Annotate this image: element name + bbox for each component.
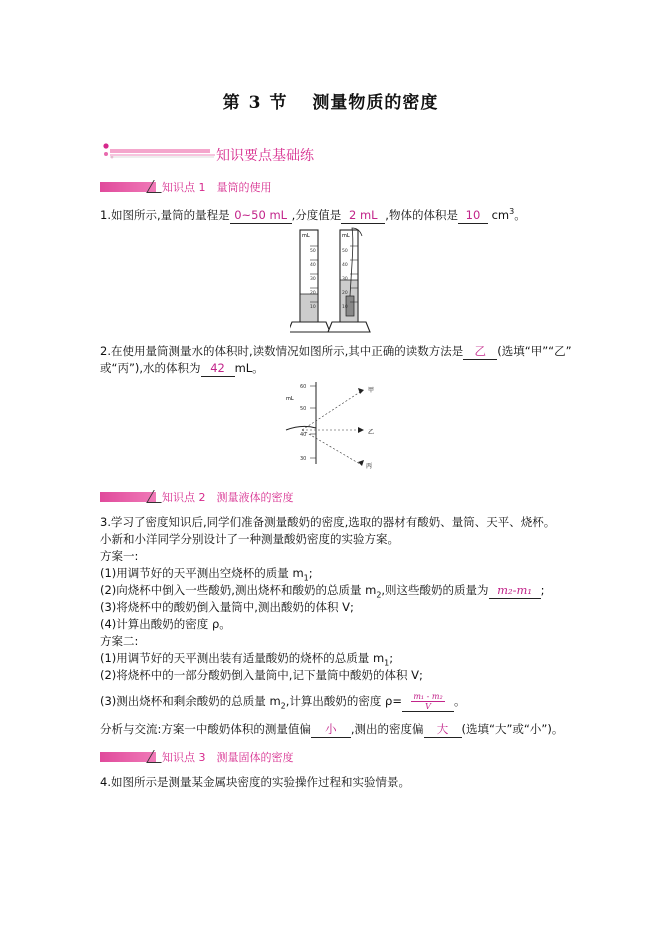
step-text: (1)用调节好的天平测出空烧杯的质量 m [100,566,304,580]
analysis-text: 分析与交流:方案一中酸奶体积的测量值偏 [100,722,311,736]
tick-label: 40 [342,263,348,268]
fraction-numerator: m₁ - m₂ [413,692,443,701]
tick-label: 40 [300,432,307,438]
eye-icon [358,388,364,394]
analysis-text: (选填“大”或“小”)。 [461,722,564,736]
tick-label: 60 [300,384,307,390]
q1-text: 。 [514,207,526,222]
tick-label: 10 [342,305,348,310]
step-text: (1)用调节好的天平测出装有适量酸奶的烧杯的总质量 m [100,651,385,665]
reading-angle-figure [272,378,382,470]
q1-unit-sup: 3 [509,207,515,216]
tag-label: 知识点 2 测量液体的密度 [162,491,294,504]
step-text: ; [389,651,394,665]
analysis [100,722,563,738]
density-fraction [411,692,444,711]
eye-icon [358,427,364,433]
graduated-cylinders-figure [290,222,380,338]
answer-blank: 10 [458,208,488,224]
tick-label: 40 [310,263,316,268]
tick-label: 10 [310,305,316,310]
answer-blank: 2 mL [341,208,385,224]
tick-label: 30 [342,277,348,282]
answer-blank: m₂-m₁ [489,583,541,599]
title-name: 测量物质的密度 [312,93,439,113]
q1-text: ,分度值是 [291,207,342,222]
q1-text: ,物体的体积是 [385,207,458,222]
question-4: 4.如图所示是测量某金属块密度的实验操作过程和实验情景。 [100,775,410,789]
q2-text: mL。 [234,361,264,375]
observer-label: 丙 [366,463,373,470]
eye-icon [358,460,364,466]
answer-blank: 42 [201,361,235,377]
q2-text: 或“丙”),水的体积为 [100,361,201,375]
tick-label: 50 [300,406,307,412]
step-text: ,则这些酸奶的质量为 [381,583,489,597]
q1-unit: cm [491,207,510,222]
tick-label: 20 [310,291,316,296]
step-text: ; [540,583,545,597]
answer-blank: 乙 [463,344,497,360]
tick-label: 20 [342,291,348,296]
answer-blank: 0~50 mL [230,208,292,224]
subscript: 2 [280,701,286,711]
fraction-denominator: V [425,702,431,711]
section-banner: 知识要点基础练 [216,148,314,164]
plan-1-step-4: (4)计算出酸奶的密度 ρ。 [100,617,231,631]
question-2-line2 [100,361,264,377]
title-prefix: 第 [222,93,241,113]
q1-text: 1.如图所示,量筒的量程是 [100,207,230,222]
subscript: 1 [384,658,390,668]
plan-1-step-3: (3)将烧杯中的酸奶倒入量筒中,测出酸奶的体积 V; [100,600,354,614]
title-suffix: 节 [269,93,288,113]
subscript: 2 [376,590,382,600]
question-2-line1 [100,344,572,360]
q2-text: 2.在使用量筒测量水的体积时,读数情况如图所示,其中正确的读数方法是 [100,344,464,358]
tag-label: 知识点 3 测量固体的密度 [162,751,294,764]
plan-2-heading: 方案二: [100,634,139,648]
subscript: 1 [303,573,309,583]
tag-label: 知识点 1 量筒的使用 [162,181,272,194]
step-text: (2)向烧杯中倒入一些酸奶,测出烧杯和酸奶的总质量 m [100,583,377,597]
page-title [0,88,661,113]
plan-2-step-3 [100,692,466,713]
tick-label: 30 [300,456,307,462]
answer-blank: 大 [424,722,462,738]
step-text: 。 [454,694,466,708]
observer-label: 乙 [368,429,375,436]
cylinder-unit: mL [302,233,310,239]
tick-label: 50 [310,249,316,254]
cylinder-unit: mL [342,233,350,239]
answer-blank [402,692,454,712]
observer-label: 甲 [368,387,375,394]
tick-label: 30 [310,277,316,282]
q3-intro-1: 3.学习了密度知识后,同学们准备测量酸奶的密度,选取的器材有酸奶、量筒、天平、烧杯。 [100,515,556,529]
answer-blank: 小 [311,722,351,738]
tick-label: 50 [342,249,348,254]
question-1 [100,204,526,224]
q2-text: (选填“甲”“乙” [497,344,572,358]
step-text: ; [308,566,313,580]
step-text: ,计算出酸奶的密度 ρ= [285,694,402,708]
q3-intro-2: 小新和小洋同学分别设计了一种测量酸奶密度的实验方案。 [100,532,399,546]
plan-1-heading: 方案一: [100,549,139,563]
step-text: (3)测出烧杯和剩余酸奶的总质量 m [100,694,281,708]
analysis-text: ,测出的密度偏 [350,722,424,736]
plan-2-step-2: (2)将烧杯中的一部分酸奶倒入量筒中,记下量筒中酸奶的体积 V; [100,668,423,682]
scale-unit: mL [286,396,294,402]
title-number: 3 [248,93,262,113]
